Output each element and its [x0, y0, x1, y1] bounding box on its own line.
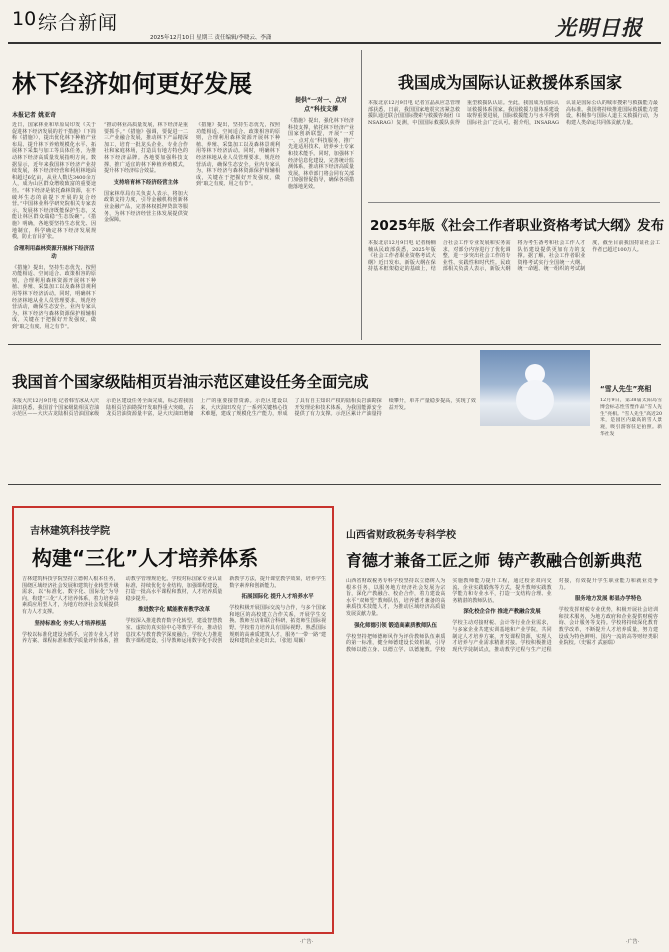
- rule-section-2: [8, 484, 661, 485]
- jilin-school-name: 吉林建筑科技学院: [30, 526, 110, 537]
- snowman-shape: [514, 364, 556, 420]
- jilin-title: 构建“三化”人才培养体系: [32, 546, 259, 570]
- newspaper-logo: 光明日报: [555, 15, 643, 40]
- rule-rescue: [368, 202, 660, 203]
- article-forest-body: 近日，国家林业和草原局印发《关于促进林下经济发展的若干措施》（下简称《措施》），提出优化林下种植产业布局、提升林下养殖规模化水平、拓展林下采集与加工等具体任务，为推动林下经济高质量发展指明方向。数据显示，近年来我国林下经济产业持续发展，林下经济经营和利用林地面积超过6亿亩，从业人数达3400余万人，成为山区群众增收致富的重要途径。“林下经济是依托森林资源，在不破坏生态的前提下开展的复合经营。”中国林业科学研究院相关专家表示，发展林下经济既能保护生态，又能让林区群众端稳“生态饭碗”。《措施》明确，各地要坚持生态优先、因地制宜，科学确定林下经济发展规模，防止盲目扩张。: [12, 122, 96, 241]
- article-shale-title: 我国首个国家级陆相页岩油示范区建设任务全面完成: [12, 373, 369, 391]
- article-forest-body5: 《措施》提出，强化林下经济科技支撑，依托林下经济产业国家创新联盟，开展“一对一、点对点”科技服务，推广先进适用技术，培养乡土专家和技术能手。同时，加强林下经济信息化建设，完善统计监测体系，推动林下经济高质量发展。林草部门将会同有关部门加强督促指导，确保各项措施落地见效。: [288, 118, 354, 190]
- article-rescue-body: 本报北京12月9日电 记者宣晶从应急管理部获悉，日前，我国国家地震灾害紧急救援队通过联合国国际搜索与救援咨询团（INSARAG）复测，中国国际救援队获得重型救援队认证。至此，我国成为国际认证救援体系国家。我国救援力量体系建设取得重要进展，国际救援能力与水平得到国际社会广泛认可。据介绍，INSARAG认证是国际公认的城市搜索与救援能力最高标准。我国将持续推进国际救援能力建设，积极参与国际人道主义救援行动，为构建人类命运共同体贡献力量。: [368, 100, 658, 126]
- article-forest-sub2: 支持培育林下经济经营主体: [113, 179, 179, 186]
- masthead: [0, 0, 669, 44]
- article-forest-body4b: 《措施》提出，坚持生态优先，按照功能相适、空间适合、政策相容的原则，合理利用森林资源开展林下种植、养殖、采集加工以及森林景观利用等林下经济活动。同时，明确林下经济林地从业人员管理要求，规范经营活动，确保生态安全。业内专家认为，林下经济与森林资源保护相辅相成，关键在于把握好开发强度，做到“取之有度、用之有节”。: [196, 122, 280, 188]
- shanxi-title-left: 育德才兼备工匠之师: [346, 551, 491, 570]
- shanxi-sub3: 服务地方发展 彰显办学特色: [575, 596, 642, 603]
- article-forest-body3: “推动林业高质量发展，林下经济是重要抓手。”《措施》强调，要促进一二三产业融合发展，推动林下产品精深加工，培育一批龙头企业、专业合作社和家庭林场，打造具有地方特色的林下经济品牌。各地要加强科技支撑，推广适宜的林下种植养殖模式，提升林下经济综合效益。: [104, 122, 188, 175]
- snowman-body: [516, 380, 554, 420]
- column-divider-main: [361, 50, 362, 340]
- article-rescue-title: 我国成为国际认证救援体系国家: [398, 73, 623, 92]
- shanxi-body3: 学校发挥财税专业优势，积极开展社会培训和技术服务，为地方政府和企业提供财税咨询、会计服务等支持。学校将持续深化教育教学改革，不断提升人才培养质量，努力建设成为特色鲜明、国内一流的高等财经类职业院校。（史锡才 武丽瑞）: [558, 607, 658, 647]
- jilin-body1: 学校以标准化建设为抓手，完善专业人才培养方案、课程标准和教学质量评价体系，推动教学管理规范化。学校对标国家专业认证标准，持续优化专业结构，加强课程建设，打造一批高水平课程和教材，人才培养质量稳步提升。: [22, 576, 223, 645]
- jilin-body: [22, 576, 326, 928]
- shanxi-sub2: 深化校企合作 推进产教融合发展: [463, 609, 541, 616]
- shanxi-body: [346, 578, 658, 932]
- article-forest-sub1: 合理利用森林资源开展林下经济活动: [13, 245, 95, 260]
- article-exam-title: 2025年版《社会工作者职业资格考试大纲》发布: [370, 218, 665, 234]
- jilin-body3: 学校积极开展国际交流与合作，与多个国家和地区的高校建立合作关系，开展学生交换、教师互访和联合科研，拓宽师生国际视野。学校着力培养具有国际视野、熟悉国际规则的高素质建筑人才，服务“一带一路”建设和建筑企业走出去。（张旭 周颖）: [229, 605, 326, 645]
- snow-caption-title: “雪人先生”亮相: [600, 385, 652, 393]
- article-exam-body: 本报北京12月9日电 记者杨楠楠从民政部获悉，2025年版《社会工作者职业资格考试大纲》近日发布。新版大纲在保持基本框架稳定的基础上，结合社会工作专业发展和实务需求，对部分内容进行了优化调整，进一步突出社会工作的专业性、实践性和时代性。民政部相关负责人表示，新版大纲将为考生备考和社会工作人才队伍建设提供更加有力的支撑。据了解，社会工作者职业资格考试实行全国统一大纲、统一命题、统一组织的考试制度，截至目前我国持证社会工作者已超过100万人。: [368, 240, 660, 273]
- jilin-sub2: 推进数字化 赋能教育教学改革: [138, 607, 210, 614]
- article-forest-body4: 国家林草局有关负责人表示，将加大政策支持力度，引导金融机构创新林业金融产品，完善林权抵押贷款等服务，为林下经济经营主体发展提供资金保障。: [104, 190, 188, 224]
- section-name: 综合新闻: [38, 12, 119, 34]
- article-forest-col3: [196, 122, 280, 340]
- shanxi-school-name: 山西省财政税务专科学校: [346, 530, 456, 541]
- article-forest-col4: [288, 96, 354, 340]
- jilin-sub3: 拓展国际化 提升人才培养水平: [241, 594, 314, 601]
- article-forest-byline: 本报记者 姚亚奇: [12, 112, 57, 119]
- article-forest-col1: [12, 122, 96, 340]
- article-shale-body: 本报大庆12月9日电 记者韩雪冰从大庆油田获悉，我国首个国家级陆相页岩油示范区——大庆古龙陆相页岩油国家级示范区建设任务全面完成，标志着我国陆相页岩油勘探开发取得重大突破。古龙页岩油资源量丰富，是大庆油田增储上产的重要接替资源。示范区建设以来，大庆油田攻克了一系列关键核心技术难题，建成了规模化生产能力，形成了具有自主知识产权的陆相页岩油勘探开发理论和技术体系，为我国能源安全提供了有力支撑。示范区累计产油量持续攀升，单井产量稳步提高，实现了效益开发。: [12, 398, 476, 418]
- shanxi-body1: 学校坚持把师德师风作为评价教师队伍素质的第一标准，健全师德建设长效机制，引导教师以德立身、以德立学、以德施教。学校实施教师能力提升工程，通过校企双向交流、企业实践锻炼等方式，提升教师实践教学能力和专业水平，打造一支结构合理、业务精湛的教师队伍。: [346, 578, 552, 653]
- article-forest-col2: [104, 122, 188, 340]
- shanxi-sub1: 强化师德引领 锻造高素质教师队伍: [354, 622, 438, 629]
- shanxi-body2: 学校主动对接财税、会计等行业企业需求，与多家企业共建实训基地和产业学院，共同制定人才培养方案，开发课程资源，实现人才培养与产业需求精准对接。学校积极推进现代学徒制试点，推动教学过程与生产过程对接，有效提升学生职业能力和就业竞争力。: [452, 578, 658, 653]
- snow-caption: 12月9日，第38届太阳岛雪博会标志性雪塑作品“雪人先生”亮相。“雪人先生”高近20米，是园区内最高的雪人景观，吸引游客驻足拍照。新华社发: [600, 398, 662, 437]
- date-line: 2025年12月10日 星期三 责任编辑/李晓云、李潇: [150, 35, 272, 41]
- article-forest-sub3: 提供“一对一、点对点”科技支撑: [295, 97, 347, 113]
- snow-photo: [480, 350, 590, 426]
- shanxi-intro: 山西省财政税务专科学校坚持以立德树人为根本任务，以服务地方经济社会发展为宗旨，深化产教融合、校企合作，着力建设高水平“双师型”教师队伍，培养德才兼备的高素质技术技能人才，为推动区域经济高质量发展贡献力量。: [346, 578, 446, 617]
- article-forest-title: 林下经济如何更好发展: [12, 70, 252, 98]
- jilin-ad-box: [12, 506, 334, 934]
- jilin-intro: 吉林建筑科技学院坚持立德树人根本任务，围绕区域经济社会发展和建筑行业转型升级需求，以“标准化、数字化、国际化”为导向，构建“三化”人才培养体系，着力培养高素质应用型人才，为地方经济社会发展提供有力人才支撑。: [22, 576, 119, 615]
- jilin-sub1: 坚持标准化 夯实人才培养根基: [34, 620, 107, 627]
- footer-ad-label-left: ·广告·: [300, 939, 314, 945]
- footer-ad-label-right: ·广告·: [626, 939, 640, 945]
- masthead-rule: [8, 42, 661, 44]
- shanxi-title-right: 铸产教融合创新典范: [498, 551, 643, 570]
- rule-section-1: [8, 344, 661, 345]
- jilin-body2: 学校深入推进教育数字化转型，建设智慧教室、虚拟仿真实验中心等教学平台，推动信息技术与教育教学深度融合。学校大力推进数字课程建设，引导教师运用数字化手段创新教学方法，提升课堂教学效果，培养学生数字素养和创新能力。: [125, 576, 326, 645]
- page-number: 10: [12, 8, 37, 30]
- article-forest-body2: 《措施》提出，坚持生态优先，按照功能相适、空间适合、政策相容的原则，合理利用森林资源开展林下种植、养殖、采集加工以及森林景观利用等林下经济活动。同时，明确林下经济林地从业人员管理要求，规范经营活动，确保生态安全。业内专家认为，林下经济与森林资源保护相辅相成，关键在于把握好开发强度，做到“取之有度、用之有节”。: [12, 264, 96, 331]
